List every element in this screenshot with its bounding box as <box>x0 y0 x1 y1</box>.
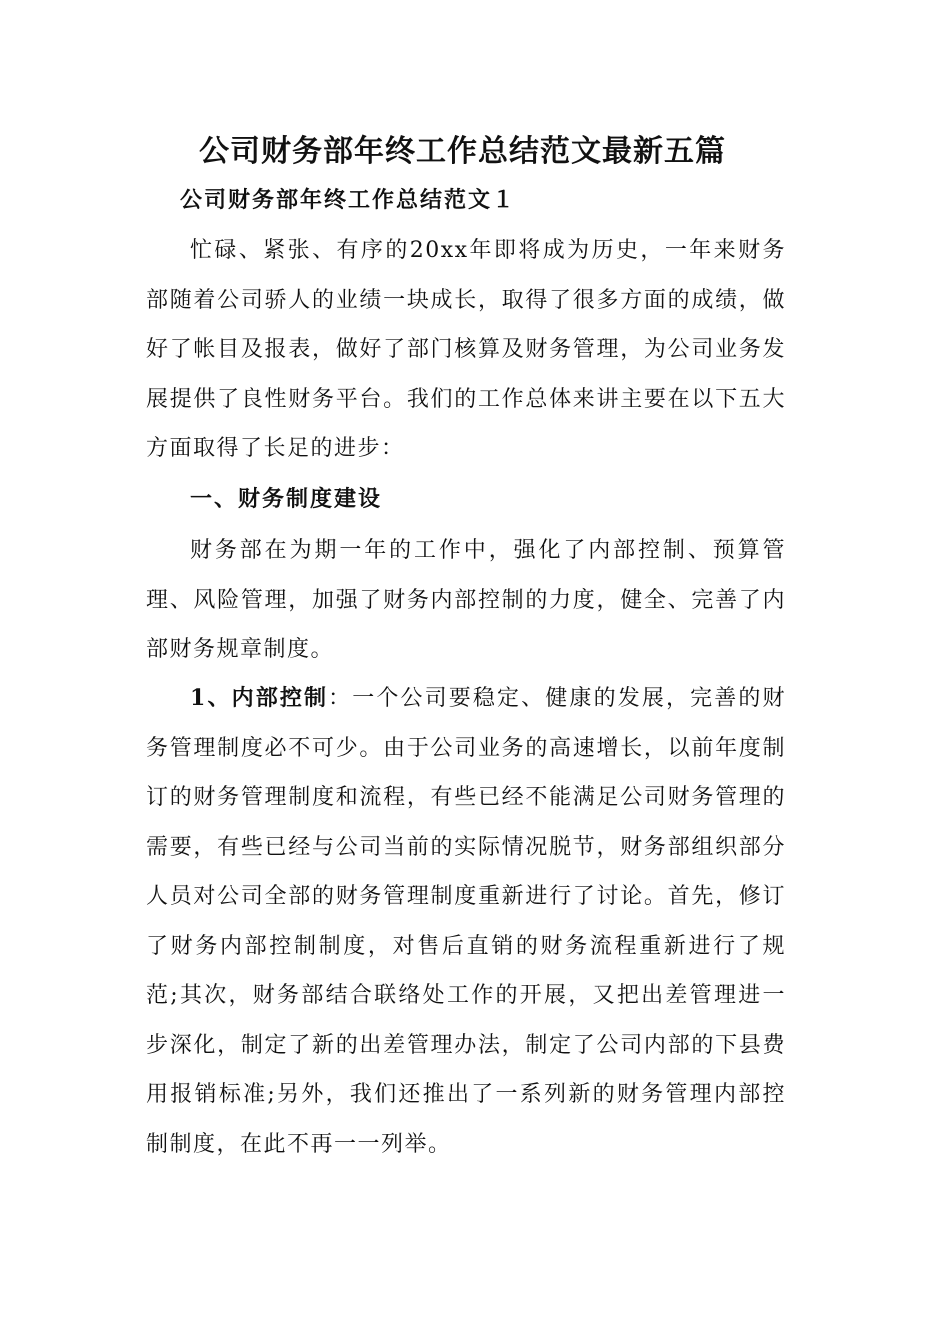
section-title: 公司财务部年终工作总结范文１ <box>180 187 517 213</box>
paragraph-financial-system: 财务部在为期一年的工作中，强化了内部控制、预算管理、风险管理，加强了财务内部控制的力度，健全、完善了内部财务规章制度。 <box>146 538 786 662</box>
internal-control-lead: 1、内部控制 <box>190 685 329 711</box>
document-title: 公司财务部年终工作总结范文最新五篇 <box>199 134 726 169</box>
internal-control-text: ：一个公司要稳定、健康的发展，完善的财务管理制度必不可少。由于公司业务的高速增长，以前年度制订的财务管理制度和流程，有些已经不能满足公司财务管理的需要，有些已经与公司当前的实际情况脱节，财务部组织部分人员对公司全部的财务管理制度重新进行了讨论。首先，修订了财务内部控制制度，对售后直销的财务流程重新进行了规范;其次，财务部结合联络处工作的开展，又把出差管理进一步深化，制定了新的出差管理办法，制定了公司内部的下县费用报销标准;另外，我们还推出了一系列新的财务管理内部控制制度，在此不再一一列举。 <box>146 686 786 1157</box>
paragraph-internal-control <box>146 674 786 1169</box>
intro-paragraph: 忙碌、紧张、有序的20xx年即将成为历史，一年来财务部随着公司骄人的业绩一块成长，取得了很多方面的成绩，做好了帐目及报表，做好了部门核算及财务管理，为公司业务发展提供了良性财务平台。我们的工作总体来讲主要在以下五大方面取得了长足的进步： <box>146 238 786 461</box>
heading-financial-system: 一、财务制度建设 <box>190 486 383 512</box>
